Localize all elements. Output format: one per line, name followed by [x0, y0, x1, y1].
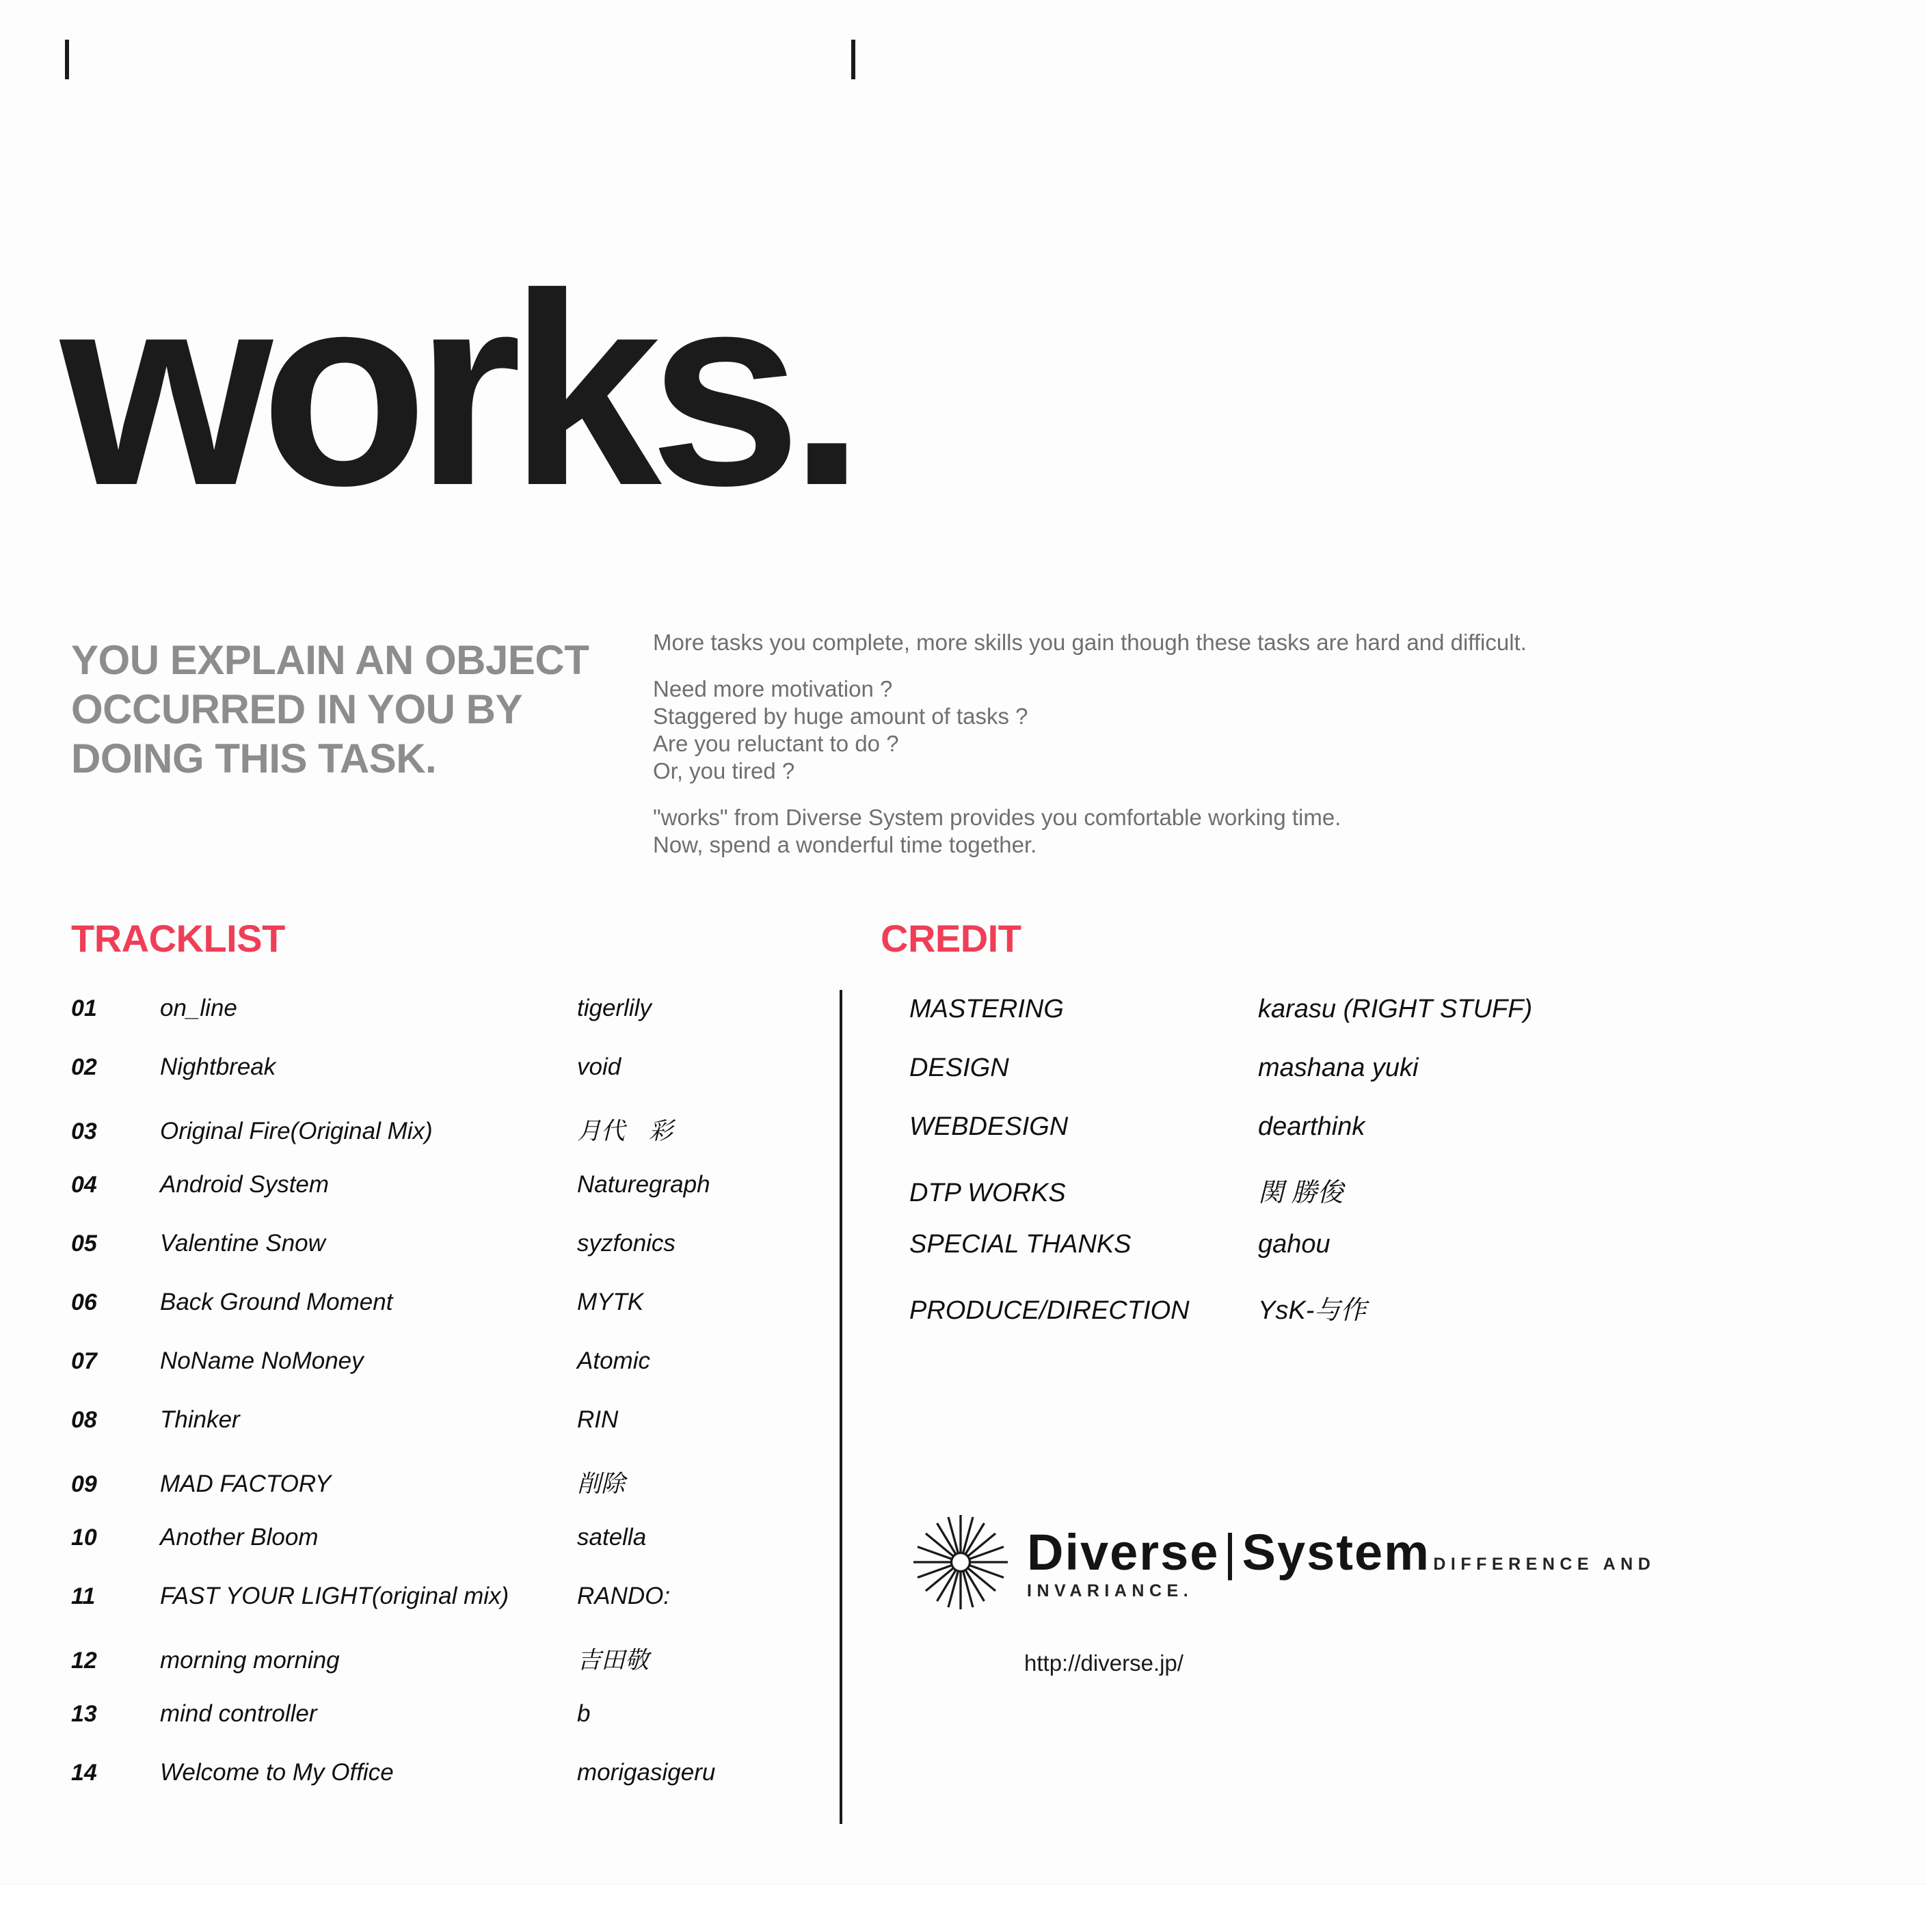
track-title: mind controller [160, 1700, 317, 1727]
tracklist [71, 995, 810, 1818]
page-bottom-edge [0, 1883, 1926, 1932]
track-title: NoName NoMoney [160, 1347, 364, 1374]
description-line: Or, you tired ? [653, 758, 795, 783]
logo-text [1027, 1523, 1716, 1601]
track-row [71, 1112, 810, 1171]
track-row [71, 1759, 810, 1818]
track-artist: tigerlily [577, 995, 652, 1021]
track-number: 10 [71, 1525, 97, 1551]
description-line: Are you reluctant to do ? [653, 731, 899, 756]
credit-row [909, 1171, 1798, 1230]
credit-list [909, 995, 1798, 1347]
track-artist: b [577, 1700, 591, 1727]
credit-name: gahou [1258, 1230, 1330, 1259]
track-row [71, 1641, 810, 1700]
track-title: MAD FACTORY [160, 1471, 332, 1497]
registration-mark-left [65, 40, 69, 79]
track-number: 09 [71, 1471, 97, 1497]
track-artist: RIN [577, 1406, 619, 1433]
track-row [71, 1230, 810, 1289]
track-number: 06 [71, 1289, 97, 1315]
track-number: 12 [71, 1648, 97, 1674]
track-number: 05 [71, 1231, 97, 1257]
track-artist: void [577, 1054, 621, 1080]
track-row [71, 1583, 810, 1641]
credit-row [909, 1230, 1798, 1289]
description-line: Need more motivation ? [653, 676, 893, 701]
track-number: 03 [71, 1118, 97, 1144]
logo-wordmark [1027, 1524, 1430, 1581]
track-number: 02 [71, 1054, 97, 1080]
track-row [71, 1406, 810, 1465]
credit-row [909, 1054, 1798, 1112]
track-number: 14 [71, 1760, 97, 1786]
credit-name: mashana yuki [1258, 1054, 1419, 1082]
track-number: 11 [71, 1583, 96, 1609]
tagline-headline: YOU EXPLAIN AN OBJECT OCCURRED IN YOU BY DOING THIS TASK. [71, 637, 589, 781]
logo-separator: | [1223, 1524, 1238, 1581]
track-title: Valentine Snow [160, 1230, 325, 1257]
description-block [653, 629, 1678, 859]
track-row [71, 1524, 810, 1583]
track-artist: 削除 [577, 1471, 626, 1497]
track-title: Another Bloom [160, 1524, 319, 1551]
description-line: Staggered by huge amount of tasks ? [653, 703, 1028, 729]
track-row [71, 1700, 810, 1759]
tracklist-heading: TRACKLIST [71, 917, 285, 960]
track-number: 04 [71, 1172, 97, 1198]
credit-name: dearthink [1258, 1112, 1365, 1141]
track-number: 13 [71, 1701, 97, 1727]
credit-name: 関 勝俊 [1258, 1179, 1343, 1207]
track-title: morning morning [160, 1647, 340, 1674]
credit-row [909, 1289, 1798, 1347]
track-artist: syzfonics [577, 1230, 676, 1257]
track-artist: morigasigeru [577, 1759, 716, 1786]
description-line: "works" from Diverse System provides you comfortable working time. [653, 805, 1341, 830]
description-paragraph-3 [653, 804, 1678, 859]
track-artist: Atomic [577, 1347, 650, 1374]
track-title: Nightbreak [160, 1054, 276, 1080]
description-paragraph-2 [653, 675, 1678, 785]
credit-role: SPECIAL THANKS [909, 1230, 1132, 1259]
publisher-logo-block [909, 1511, 1716, 1676]
track-artist: 月代 彩 [577, 1118, 673, 1144]
logo-name-right: System [1242, 1524, 1430, 1581]
track-row [71, 1054, 810, 1112]
credit-name: YsK-与作 [1258, 1296, 1367, 1325]
track-artist: 吉田敬 [577, 1647, 650, 1674]
credit-role: PRODUCE/DIRECTION [909, 1296, 1190, 1325]
track-title: Android System [160, 1171, 330, 1198]
logo-tagline: DIFFERENCE AND INVARIANCE. [1027, 1555, 1656, 1600]
track-artist: Naturegraph [577, 1171, 710, 1198]
credit-role: WEBDESIGN [909, 1112, 1069, 1141]
description-paragraph-1: More tasks you complete, more skills you gain though these tasks are hard and difficult. [653, 630, 1527, 655]
credit-role: MASTERING [909, 995, 1064, 1023]
track-title: Original Fire(Original Mix) [160, 1118, 433, 1144]
track-artist: MYTK [577, 1289, 644, 1315]
logo-name-left: Diverse [1027, 1524, 1220, 1581]
credit-row [909, 1112, 1798, 1171]
track-title: Back Ground Moment [160, 1289, 393, 1315]
track-artist: RANDO: [577, 1583, 671, 1609]
track-title: Thinker [160, 1406, 240, 1433]
track-row [71, 1171, 810, 1230]
credit-role: DESIGN [909, 1054, 1009, 1082]
credit-heading: CREDIT [881, 917, 1021, 960]
track-title: on_line [160, 995, 237, 1021]
track-number: 08 [71, 1407, 97, 1433]
track-row [71, 995, 810, 1054]
track-number: 07 [71, 1348, 97, 1374]
logo-row [909, 1511, 1716, 1613]
website-url[interactable]: http://diverse.jp/ [1024, 1650, 1183, 1676]
track-artist: satella [577, 1524, 647, 1551]
vertical-divider [840, 990, 842, 1824]
track-row [71, 1465, 810, 1524]
registration-mark-center [851, 40, 855, 79]
track-row [71, 1347, 810, 1406]
page-title: works. [60, 237, 853, 542]
credit-name: karasu (RIGHT STUFF) [1258, 995, 1533, 1023]
sunburst-icon [909, 1511, 1012, 1613]
description-line: Now, spend a wonderful time together. [653, 832, 1037, 857]
credit-role: DTP WORKS [909, 1179, 1066, 1207]
track-number: 01 [71, 995, 97, 1021]
track-title: FAST YOUR LIGHT(original mix) [160, 1583, 509, 1609]
track-row [71, 1289, 810, 1347]
track-title: Welcome to My Office [160, 1759, 394, 1786]
credit-row [909, 995, 1798, 1054]
